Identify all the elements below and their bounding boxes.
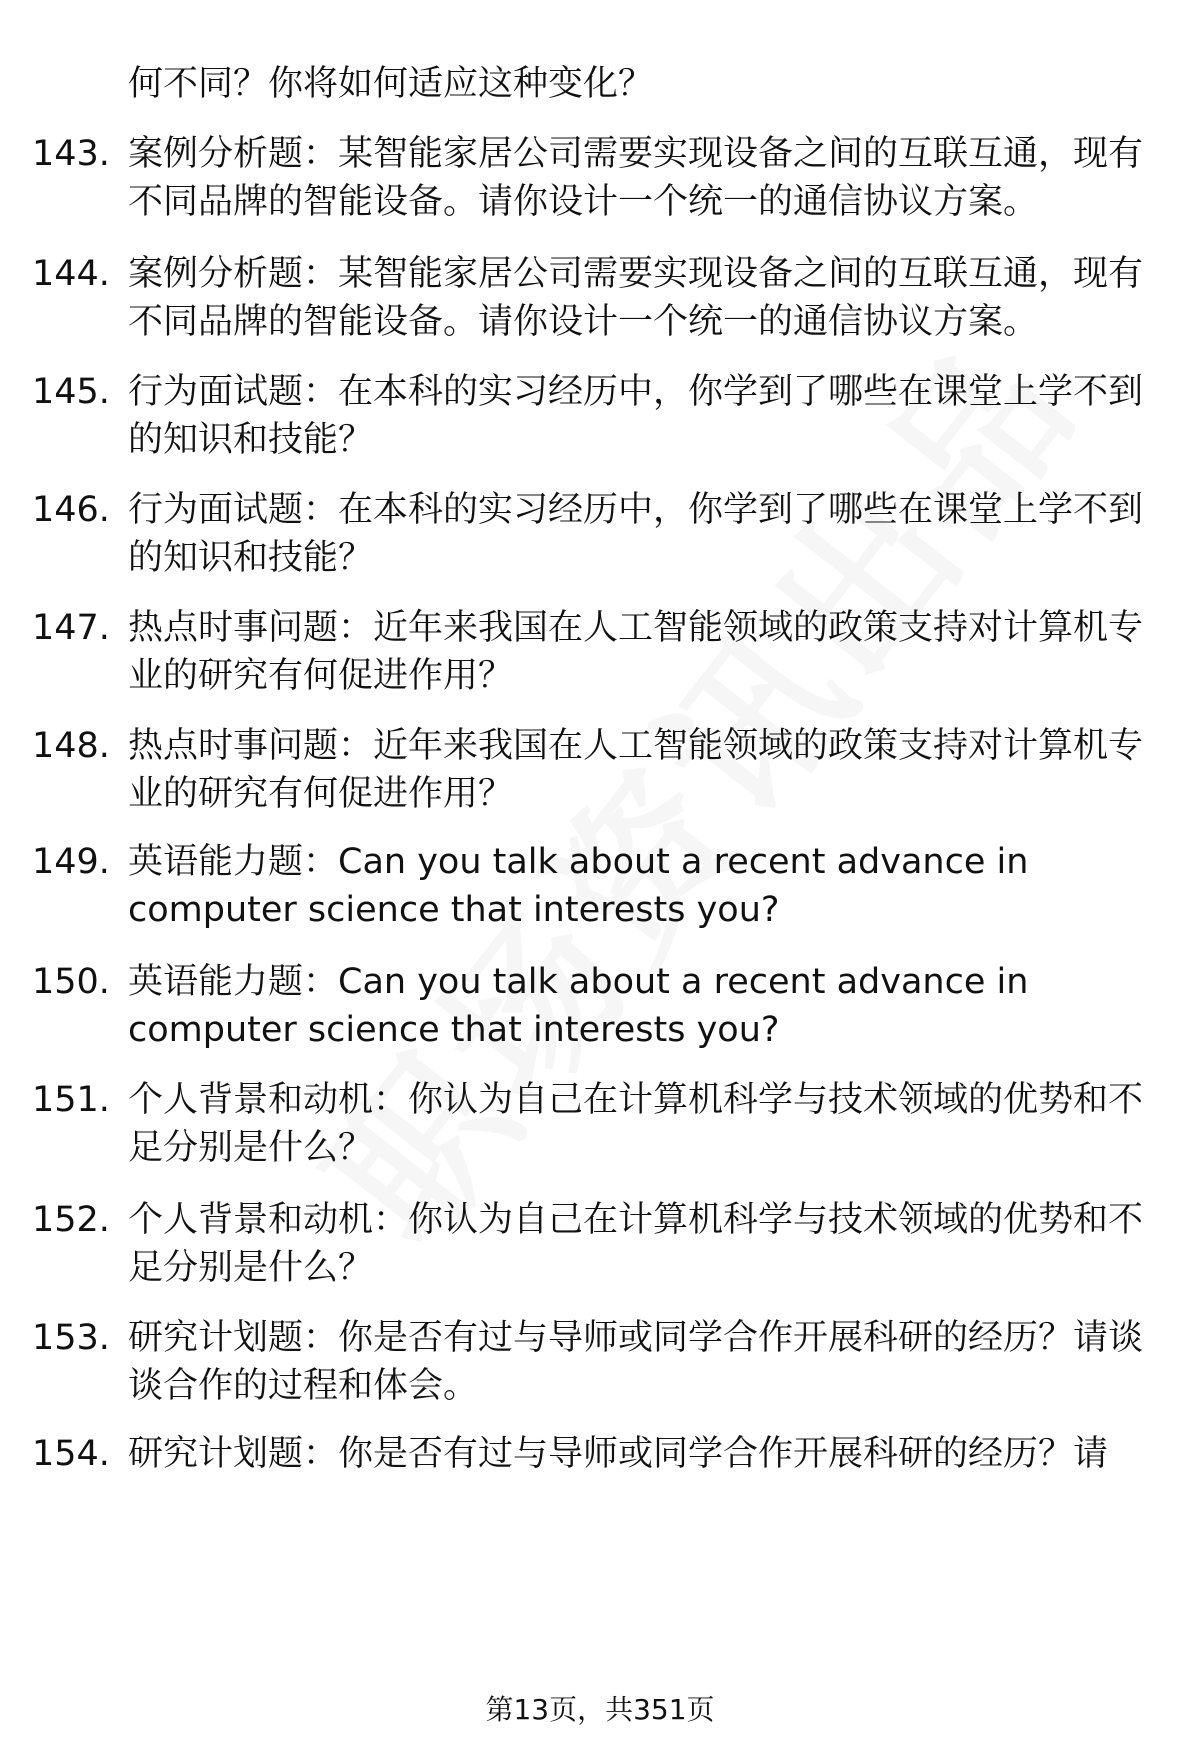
question-number: 147. — [32, 608, 110, 648]
question-text: 英语能力题：Can you talk about a recent advance in computer science that interests you? — [128, 842, 1029, 930]
question-text: 研究计划题：你是否有过与导师或同学合作开展科研的经历？请 — [128, 1434, 1109, 1474]
question-text: 案例分析题：某智能家居公司需要实现设备之间的互联互通，现有不同品牌的智能设备。请你设计一个统一的通信协议方案。 — [128, 134, 1144, 222]
question-number: 154. — [32, 1434, 110, 1474]
question-text: 英语能力题：Can you talk about a recent advance in computer science that interests you? — [128, 962, 1029, 1050]
question-number: 143. — [32, 134, 110, 174]
question-number: 153. — [32, 1318, 110, 1358]
question-number: 152. — [32, 1200, 110, 1240]
question-text: 个人背景和动机：你认为自己在计算机科学与技术领域的优势和不足分别是什么？ — [128, 1080, 1144, 1168]
question-text: 个人背景和动机：你认为自己在计算机科学与技术领域的优势和不足分别是什么？ — [128, 1200, 1144, 1288]
question-number: 148. — [32, 726, 110, 766]
page-footer: 第13页，共351页 — [485, 1693, 715, 1726]
question-text: 热点时事问题：近年来我国在人工智能领域的政策支持对计算机专业的研究有何促进作用？ — [128, 608, 1144, 696]
question-text: 热点时事问题：近年来我国在人工智能领域的政策支持对计算机专业的研究有何促进作用？ — [128, 726, 1144, 814]
question-number: 150. — [32, 962, 110, 1002]
question-text: 何不同？你将如何适应这种变化？ — [128, 64, 654, 104]
question-text: 研究计划题：你是否有过与导师或同学合作开展科研的经历？请谈谈合作的过程和体会。 — [128, 1318, 1144, 1406]
question-text: 行为面试题：在本科的实习经历中，你学到了哪些在课堂上学不到的知识和技能？ — [128, 490, 1144, 578]
question-number: 146. — [32, 490, 110, 530]
question-text: 行为面试题：在本科的实习经历中，你学到了哪些在课堂上学不到的知识和技能？ — [128, 372, 1144, 460]
question-number: 151. — [32, 1080, 110, 1120]
question-number: 144. — [32, 254, 110, 294]
question-text: 案例分析题：某智能家居公司需要实现设备之间的互联互通，现有不同品牌的智能设备。请你设计一个统一的通信协议方案。 — [128, 254, 1144, 342]
question-number: 149. — [32, 842, 110, 882]
question-number: 145. — [32, 372, 110, 412]
